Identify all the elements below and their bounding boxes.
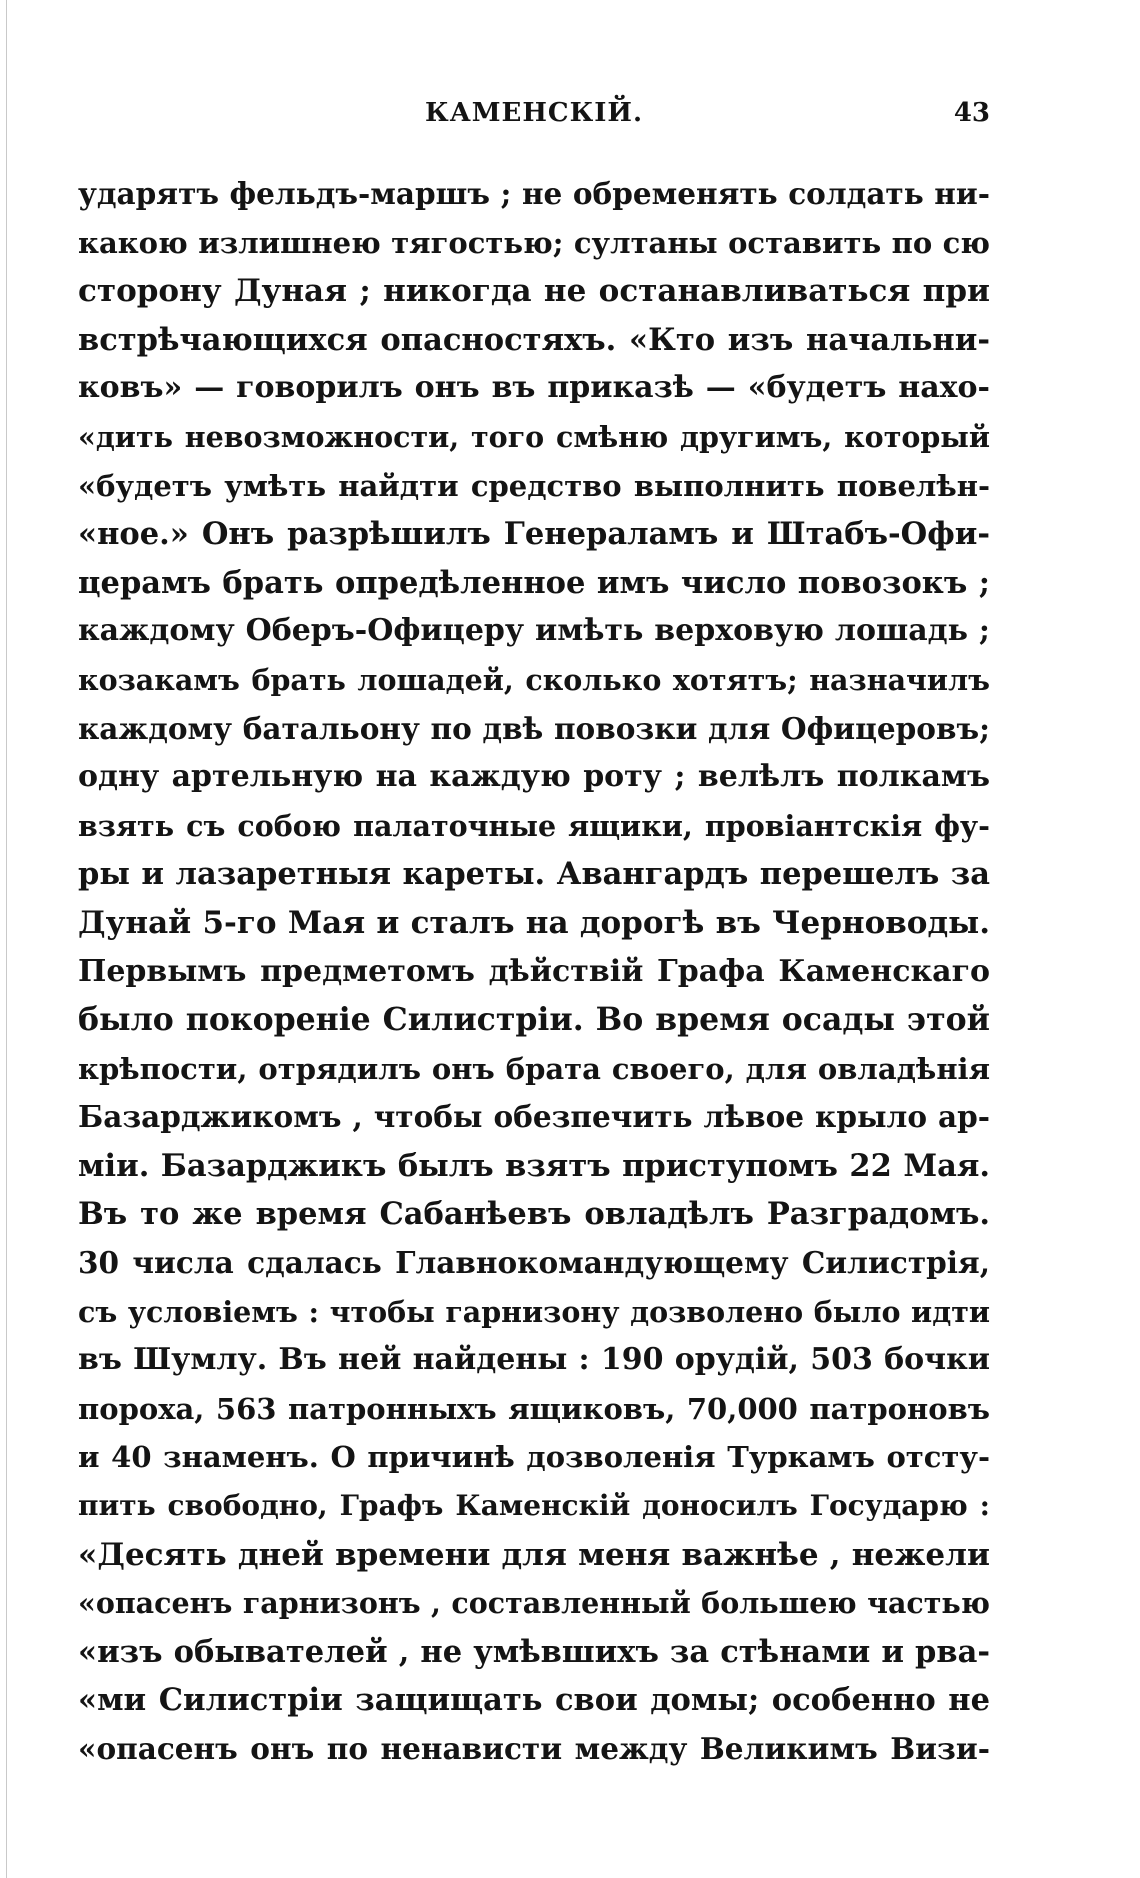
page-number: 43 — [953, 98, 990, 128]
text-line: козакамъ брать лошадей, сколько хотятъ; назначилъ — [78, 662, 990, 697]
text-line: ударятъ фельдъ-маршъ ; не обременять солдать ни- — [78, 176, 990, 211]
text-line: «изъ обывателей , не умѣвшихъ за стѣнами и рва- — [78, 1633, 990, 1670]
scan-edge-line — [6, 0, 7, 1878]
text-line: «будетъ умѣть найдти средство выполнить повелѣн- — [78, 468, 990, 503]
text-line: встрѣчающихся опасностяхъ. «Кто изъ начальни- — [78, 321, 990, 358]
text-line: 30 числа сдалась Главнокомандующему Силистрія, — [78, 1245, 990, 1281]
running-head — [78, 98, 990, 138]
text-line: взять съ собою палаточные ящики, провіантскія фу- — [78, 808, 990, 843]
text-line: Первымъ предметомъ дѣйствій Графа Каменскаго — [78, 953, 990, 989]
text-line: ковъ» — говорилъ онъ въ приказѣ — «будетъ нахо- — [78, 370, 990, 406]
text-line: Въ то же время Сабанѣевъ овладѣлъ Разградомъ. — [78, 1196, 990, 1233]
text-line: крѣпости, отрядилъ онъ брата своего, для овладѣнія — [78, 1051, 990, 1086]
text-line: какою излишнею тягостью; султаны оставить по сю — [78, 225, 990, 260]
text-line: «ное.» Онъ разрѣшилъ Генераламъ и Штабъ-Офи- — [78, 516, 990, 553]
text-line: каждому Оберъ-Офицеру имѣть верховую лошадь ; — [78, 613, 990, 649]
text-line: «дить невозможности, того смѣню другимъ, который — [78, 419, 990, 454]
text-line: было покореніе Силистріи. Во время осады этой — [78, 1001, 990, 1039]
running-title: КАМЕНСКІЙ. — [424, 98, 644, 128]
text-line: сторону Дуная ; никогда не останавливаться при — [78, 273, 990, 310]
text-line: міи. Базарджикъ былъ взятъ приступомъ 22 Мая. — [78, 1147, 990, 1184]
text-line: пороха, 563 патронныхъ ящиковъ, 70,000 патроновъ — [78, 1391, 990, 1426]
text-line: Базарджикомъ , чтобы обезпечить лѣвое крыло ар- — [78, 1099, 990, 1135]
text-line: пить свободно, Графъ Каменскій доносилъ Государю : — [78, 1489, 990, 1523]
text-line: «Десять дней времени для меня важнѣе , нежели — [78, 1536, 990, 1573]
text-line: «опасенъ онъ по ненависти между Великимъ Визи- — [78, 1731, 990, 1766]
body-text — [78, 170, 990, 1774]
text-line: ры и лазаретныя кареты. Авангардъ перешелъ за — [78, 856, 990, 893]
text-line: и 40 знаменъ. О причинѣ дозволенія Туркамъ отсту- — [78, 1440, 990, 1475]
text-line: каждому батальону по двѣ повозки для Офицеровъ; — [78, 710, 990, 746]
text-line: съ условіемъ : чтобы гарнизону дозволено было идти — [78, 1294, 990, 1329]
text-line: въ Шумлу. Въ ней найдены : 190 орудій, 503 бочки — [78, 1342, 990, 1378]
text-line: церамъ брать опредѣленное имъ число повозокъ ; — [78, 564, 990, 601]
text-line: одну артельную на каждую роту ; велѣлъ полкамъ — [78, 759, 990, 795]
text-line: «опасенъ гарнизонъ , составленный большею частью — [78, 1586, 990, 1621]
text-line: Дунай 5-го Мая и сталъ на дорогѣ въ Черноводы. — [78, 904, 990, 941]
text-line: «ми Силистріи защищать свои домы; особенно не — [78, 1682, 990, 1719]
